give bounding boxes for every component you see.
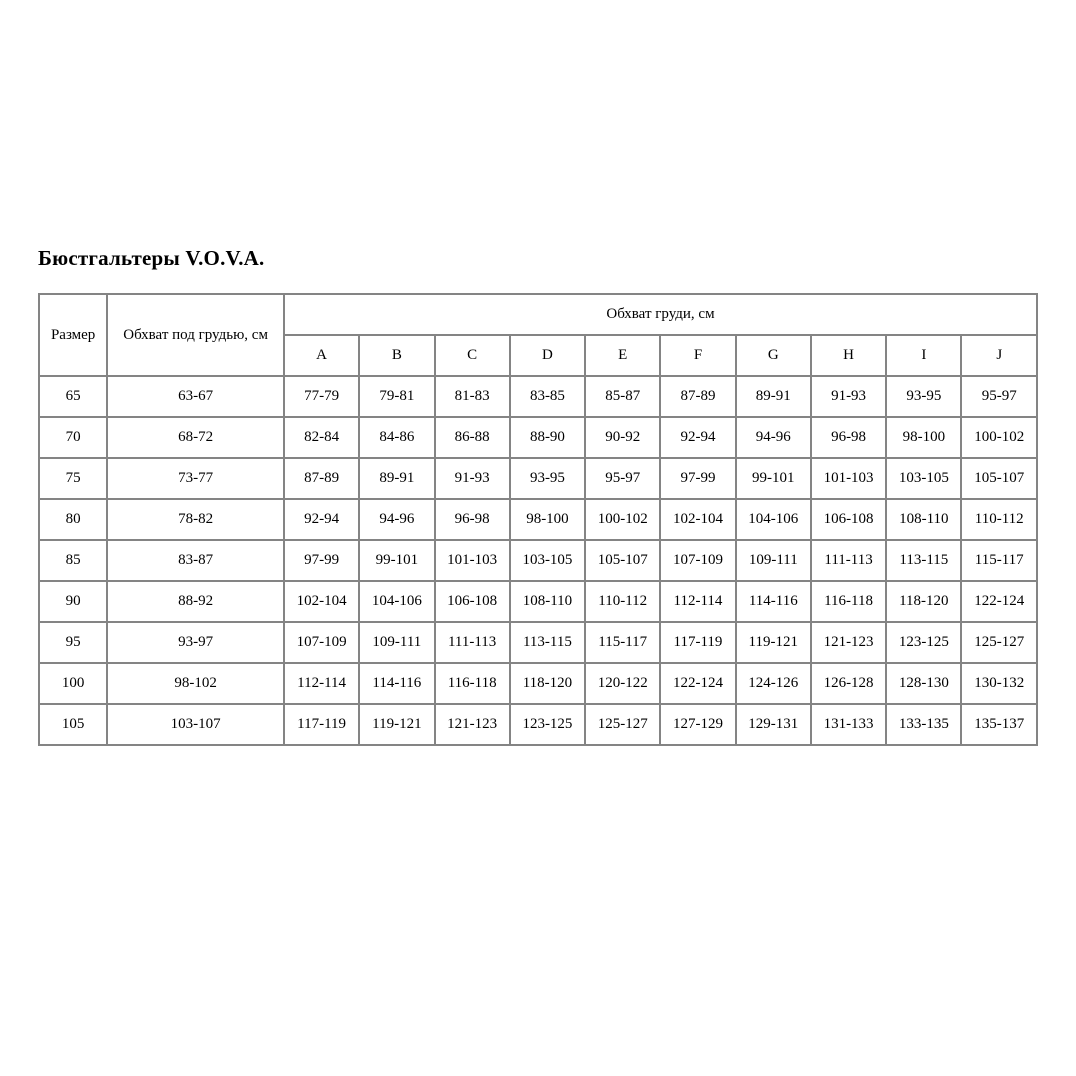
- cup-cell: 79-81: [359, 376, 434, 417]
- cup-cell: 89-91: [736, 376, 811, 417]
- cup-cell: 94-96: [736, 417, 811, 458]
- cup-cell: 110-112: [961, 499, 1037, 540]
- cup-cell: 96-98: [435, 499, 510, 540]
- cup-cell: 87-89: [284, 458, 359, 499]
- table-header: [39, 294, 1037, 376]
- cup-cell: 98-100: [510, 499, 585, 540]
- cup-cell: 99-101: [736, 458, 811, 499]
- cup-cell: 117-119: [660, 622, 735, 663]
- underbust-cell: 83-87: [107, 540, 284, 581]
- size-cell: 85: [39, 540, 107, 581]
- cup-cell: 95-97: [961, 376, 1037, 417]
- size-cell: 100: [39, 663, 107, 704]
- cup-cell: 113-115: [510, 622, 585, 663]
- cup-cell: 108-110: [886, 499, 961, 540]
- header-cup-I: I: [886, 335, 961, 376]
- header-cup-C: C: [435, 335, 510, 376]
- table-row: [39, 417, 1037, 458]
- cup-cell: 86-88: [435, 417, 510, 458]
- header-size: Размер: [39, 294, 107, 376]
- size-cell: 105: [39, 704, 107, 745]
- header-bust-group: Обхват груди, см: [284, 294, 1037, 335]
- cup-cell: 77-79: [284, 376, 359, 417]
- cup-cell: 84-86: [359, 417, 434, 458]
- table-row: [39, 704, 1037, 745]
- cup-cell: 118-120: [510, 663, 585, 704]
- cup-cell: 131-133: [811, 704, 886, 745]
- cup-cell: 109-111: [736, 540, 811, 581]
- size-cell: 70: [39, 417, 107, 458]
- underbust-cell: 73-77: [107, 458, 284, 499]
- header-cup-A: A: [284, 335, 359, 376]
- table-row: [39, 458, 1037, 499]
- cup-cell: 122-124: [961, 581, 1037, 622]
- cup-cell: 122-124: [660, 663, 735, 704]
- cup-cell: 91-93: [435, 458, 510, 499]
- underbust-cell: 103-107: [107, 704, 284, 745]
- cup-cell: 107-109: [284, 622, 359, 663]
- cup-cell: 103-105: [510, 540, 585, 581]
- cup-cell: 87-89: [660, 376, 735, 417]
- cup-cell: 112-114: [284, 663, 359, 704]
- cup-cell: 128-130: [886, 663, 961, 704]
- cup-cell: 97-99: [660, 458, 735, 499]
- cup-cell: 94-96: [359, 499, 434, 540]
- cup-cell: 108-110: [510, 581, 585, 622]
- cup-cell: 85-87: [585, 376, 660, 417]
- table-row: [39, 540, 1037, 581]
- cup-cell: 81-83: [435, 376, 510, 417]
- size-cell: 90: [39, 581, 107, 622]
- cup-cell: 97-99: [284, 540, 359, 581]
- cup-cell: 98-100: [886, 417, 961, 458]
- cup-cell: 90-92: [585, 417, 660, 458]
- content-area: [38, 245, 1038, 746]
- cup-cell: 123-125: [510, 704, 585, 745]
- cup-cell: 106-108: [435, 581, 510, 622]
- cup-cell: 124-126: [736, 663, 811, 704]
- page-title: Бюстгальтеры V.O.V.A.: [38, 246, 265, 270]
- cup-cell: 121-123: [435, 704, 510, 745]
- cup-cell: 113-115: [886, 540, 961, 581]
- header-cup-B: B: [359, 335, 434, 376]
- cup-cell: 118-120: [886, 581, 961, 622]
- cup-cell: 127-129: [660, 704, 735, 745]
- header-cup-H: H: [811, 335, 886, 376]
- cup-cell: 105-107: [585, 540, 660, 581]
- cup-cell: 116-118: [811, 581, 886, 622]
- cup-cell: 123-125: [886, 622, 961, 663]
- cup-cell: 96-98: [811, 417, 886, 458]
- header-row-top: [39, 294, 1037, 335]
- header-cup-D: D: [510, 335, 585, 376]
- cup-cell: 114-116: [736, 581, 811, 622]
- size-cell: 80: [39, 499, 107, 540]
- size-cell: 95: [39, 622, 107, 663]
- cup-cell: 101-103: [811, 458, 886, 499]
- cup-cell: 119-121: [736, 622, 811, 663]
- size-chart-table: [38, 293, 1038, 746]
- cup-cell: 110-112: [585, 581, 660, 622]
- underbust-cell: 78-82: [107, 499, 284, 540]
- header-cup-J: J: [961, 335, 1037, 376]
- cup-cell: 95-97: [585, 458, 660, 499]
- cup-cell: 105-107: [961, 458, 1037, 499]
- cup-cell: 102-104: [284, 581, 359, 622]
- cup-cell: 120-122: [585, 663, 660, 704]
- cup-cell: 92-94: [660, 417, 735, 458]
- cup-cell: 92-94: [284, 499, 359, 540]
- cup-cell: 100-102: [585, 499, 660, 540]
- header-underbust: Обхват под грудью, см: [107, 294, 284, 376]
- cup-cell: 83-85: [510, 376, 585, 417]
- cup-cell: 125-127: [961, 622, 1037, 663]
- cup-cell: 104-106: [736, 499, 811, 540]
- table-body: [39, 376, 1037, 745]
- table-row: [39, 663, 1037, 704]
- cup-cell: 116-118: [435, 663, 510, 704]
- cup-cell: 114-116: [359, 663, 434, 704]
- cup-cell: 126-128: [811, 663, 886, 704]
- cup-cell: 99-101: [359, 540, 434, 581]
- cup-cell: 119-121: [359, 704, 434, 745]
- cup-cell: 106-108: [811, 499, 886, 540]
- size-cell: 75: [39, 458, 107, 499]
- underbust-cell: 68-72: [107, 417, 284, 458]
- underbust-cell: 88-92: [107, 581, 284, 622]
- cup-cell: 115-117: [585, 622, 660, 663]
- cup-cell: 112-114: [660, 581, 735, 622]
- underbust-cell: 63-67: [107, 376, 284, 417]
- table-row: [39, 499, 1037, 540]
- table-row: [39, 581, 1037, 622]
- cup-cell: 129-131: [736, 704, 811, 745]
- cup-cell: 109-111: [359, 622, 434, 663]
- table-row: [39, 376, 1037, 417]
- cup-cell: 91-93: [811, 376, 886, 417]
- cup-cell: 130-132: [961, 663, 1037, 704]
- cup-cell: 82-84: [284, 417, 359, 458]
- cup-cell: 102-104: [660, 499, 735, 540]
- cup-cell: 117-119: [284, 704, 359, 745]
- cup-cell: 115-117: [961, 540, 1037, 581]
- header-cup-G: G: [736, 335, 811, 376]
- cup-cell: 93-95: [510, 458, 585, 499]
- cup-cell: 89-91: [359, 458, 434, 499]
- cup-cell: 121-123: [811, 622, 886, 663]
- cup-cell: 103-105: [886, 458, 961, 499]
- header-cup-F: F: [660, 335, 735, 376]
- cup-cell: 104-106: [359, 581, 434, 622]
- cup-cell: 88-90: [510, 417, 585, 458]
- cup-cell: 111-113: [811, 540, 886, 581]
- cup-cell: 107-109: [660, 540, 735, 581]
- cup-cell: 135-137: [961, 704, 1037, 745]
- underbust-cell: 93-97: [107, 622, 284, 663]
- cup-cell: 100-102: [961, 417, 1037, 458]
- cup-cell: 133-135: [886, 704, 961, 745]
- table-row: [39, 622, 1037, 663]
- cup-cell: 125-127: [585, 704, 660, 745]
- cup-cell: 111-113: [435, 622, 510, 663]
- underbust-cell: 98-102: [107, 663, 284, 704]
- cup-cell: 101-103: [435, 540, 510, 581]
- cup-cell: 93-95: [886, 376, 961, 417]
- size-cell: 65: [39, 376, 107, 417]
- header-cup-E: E: [585, 335, 660, 376]
